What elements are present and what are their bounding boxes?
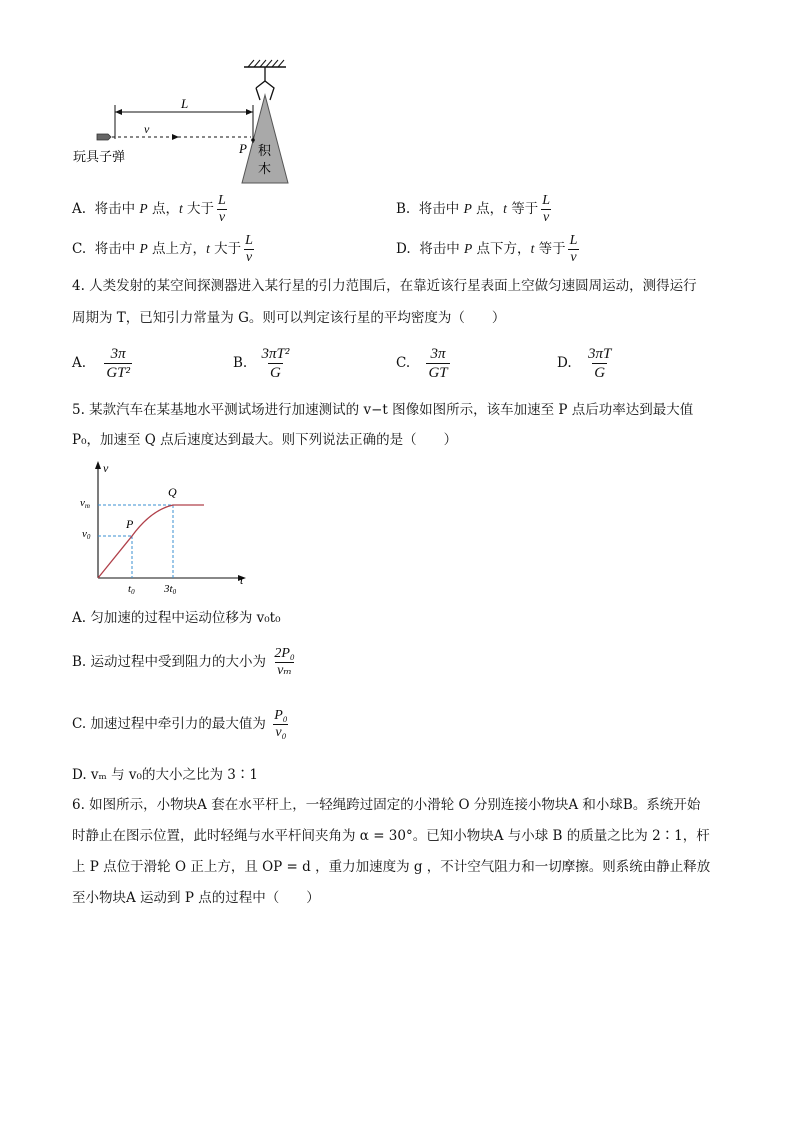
q6-line-2: 时静止在图示位置，此时轻绳与水平杆间夹角为 α = 30°。已知小物块A 与小球 B 的质量之比为 2∶1，杆 (72, 828, 710, 844)
q6-line-1: 6. 如图所示，小物块A 套在水平杆上，一轻绳跨过固定的小滑轮 O 分别连接小物块A 和小球B。系统开始 (72, 797, 701, 813)
label-t0: t0 (128, 583, 135, 596)
label-P: P (239, 141, 247, 156)
q5-option-c: C. 加速过程中牵引力的最大值为 $\frac{\text{P₀}}{\text{v₀}}$ (72, 708, 288, 740)
block-char-1: 积 (258, 144, 272, 159)
q4-line-2: 周期为 T，已知引力常量为 G。则可以判定该行星的平均密度为（ ） (72, 310, 506, 326)
axis-t-label: t (240, 573, 244, 587)
label-vm: vm (80, 497, 90, 510)
block-char-2: 木 (258, 162, 272, 177)
q3-option-a: A. 将击中 P 点，t 大于 $\frac{L}{v}$ (72, 193, 226, 225)
q4-option-c: C. $\frac{3\pi}{GT}$ (396, 346, 448, 381)
q4-option-d: D. $\frac{3\pi T}{G}$ (557, 346, 612, 381)
q5-option-d: D. vₘ 与 v₀的大小之比为 3∶1 (72, 767, 258, 783)
bullet-label: 玩具子弹 (73, 150, 126, 165)
q5-line-1: 5. 某款汽车在某基地水平测试场进行加速测试的 v−t 图像如图所示，该车加速至 P 点后功率达到最大值 (72, 402, 694, 418)
vt-graph (76, 458, 256, 600)
label-L: L (181, 96, 189, 111)
q6-line-3: 上 P 点位于滑轮 O 正上方，且 OP = d ，重力加速度为 g ，不计空气阻力和一切摩擦。则系统由静止释放 (72, 859, 711, 875)
q5-line-2: P₀，加速至 Q 点后速度达到最大。则下列说法正确的是（ ） (72, 432, 458, 448)
label-3t0: 3t0 (164, 583, 177, 596)
q4-option-b: B. $\frac{\text{3πT²}}{G}$ (233, 346, 290, 381)
label-v0: v0 (82, 528, 91, 541)
q4-line-1: 4. 人类发射的某空间探测器进入某行星的引力范围后，在靠近该行星表面上空做匀速圆周运动，测得运行 (72, 278, 697, 294)
q4-option-a: A. $\frac{3\pi}{\text{GT²}}$ (72, 346, 131, 381)
axis-v-label: v (103, 461, 109, 475)
q5-option-b: B. 运动过程中受到阻力的大小为 $\frac{\text{2P₀}}{\text{vₘ}}$ (72, 646, 295, 678)
label-v: v (144, 122, 150, 136)
q3-option-d: D. 将击中 P 点下方，t 等于 $\frac{L}{v}$ (396, 233, 578, 265)
bullet-block-figure (70, 55, 310, 190)
label-Q-point: Q (168, 485, 177, 499)
q6-line-4: 至小物块A 运动到 P 点的过程中（ ） (72, 890, 320, 906)
bullet-icon (97, 134, 111, 140)
q5-option-a: A. 匀加速的过程中运动位移为 v₀t₀ (72, 610, 281, 626)
q3-option-b: B. 将击中 P 点，t 等于 $\frac{L}{v}$ (396, 193, 550, 225)
q3-option-c: C. 将击中 P 点上方，t 大于 $\frac{L}{v}$ (72, 233, 253, 265)
label-P-point: P (126, 517, 134, 531)
vt-curve (98, 505, 204, 578)
